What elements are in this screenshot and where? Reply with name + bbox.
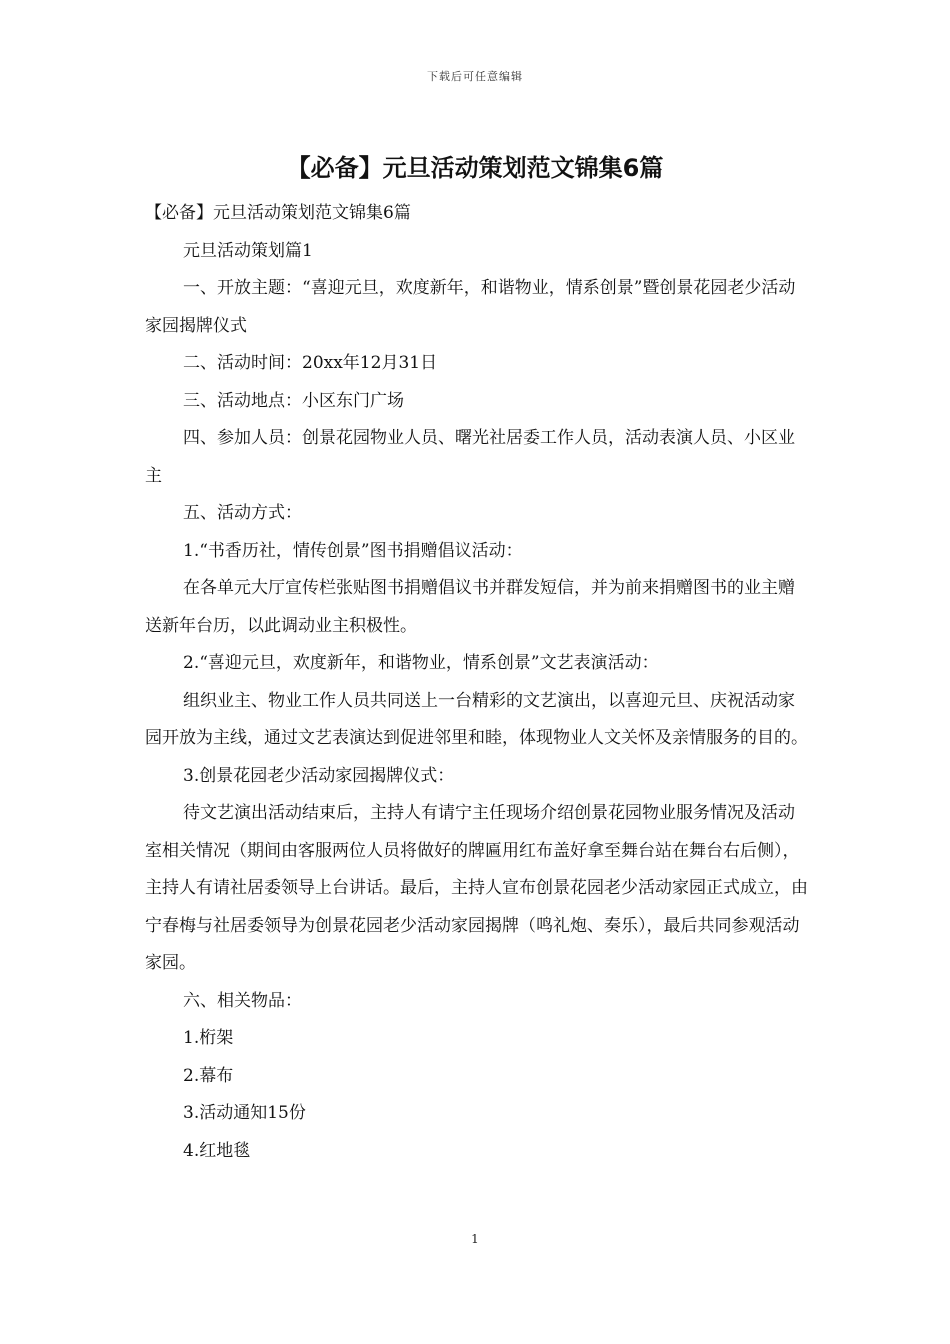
paragraph-supply-2: 2.幕布	[183, 1065, 234, 1086]
page-number: 1	[471, 1232, 479, 1246]
paragraph-item-2: 2.“喜迎元旦，欢度新年，和谐物业，情系创景”文艺表演活动：	[183, 653, 659, 673]
paragraph-supply-4: 4.红地毯	[183, 1140, 251, 1161]
paragraph-location: 三、活动地点：小区东门广场	[183, 390, 404, 411]
paragraph-item-3: 3.创景花园老少活动家园揭牌仪式：	[183, 765, 455, 786]
paragraph-item-3-detail: 待文艺演出活动结束后，主持人有请宁主任现场介绍创景花园物业服务情况及活动室相关情况（期间由客服两位人员将做好的牌匾用红布盖好拿至舞台站在舞台右后侧），主持人有请社居委领导上台讲话。最后，主持人宣布创景花园老少活动家园正式成立，由宁春梅与社居委领导为创景花园老少活动家园揭牌（鸣礼炮、奏乐），最后共同参观活动家园。	[145, 803, 808, 973]
paragraph-subtitle: 【必备】元旦活动策划范文锦集6篇	[145, 203, 411, 223]
paragraph-item-1: 1.“书香历社，情传创景”图书捐赠倡议活动：	[183, 540, 523, 561]
paragraph-item-2-detail: 组织业主、物业工作人员共同送上一台精彩的文艺演出，以喜迎元旦、庆祝活动家园开放为主线，通过文艺表演达到促进邻里和睦，体现物业人文关怀及亲情服务的目的。	[145, 690, 808, 748]
paragraph-theme: 一、开放主题：“喜迎元旦，欢度新年，和谐物业，情系创景”暨创景花园老少活动家园揭牌仪式	[145, 278, 796, 336]
paragraph-participants: 四、参加人员：创景花园物业人员、曙光社居委工作人员，活动表演人员、小区业主	[145, 428, 795, 486]
document-title: 【必备】元旦活动策划范文锦集6篇	[286, 154, 664, 182]
paragraph-supplies-heading: 六、相关物品：	[183, 990, 302, 1011]
paragraph-supply-1: 1.桁架	[183, 1028, 234, 1048]
paragraph-method-heading: 五、活动方式：	[183, 503, 302, 523]
paragraph-time: 二、活动时间：20xx年12月31日	[183, 353, 438, 373]
paragraph-section-heading: 元旦活动策划篇1	[183, 240, 313, 261]
paragraph-supply-3: 3.活动通知15份	[183, 1103, 306, 1123]
document-body	[145, 195, 810, 1170]
paragraph-item-1-detail: 在各单元大厅宣传栏张贴图书捐赠倡议书并群发短信，并为前来捐赠图书的业主赠送新年台历，以此调动业主积极性。	[145, 578, 795, 636]
header-note: 下载后可任意编辑	[427, 70, 523, 83]
